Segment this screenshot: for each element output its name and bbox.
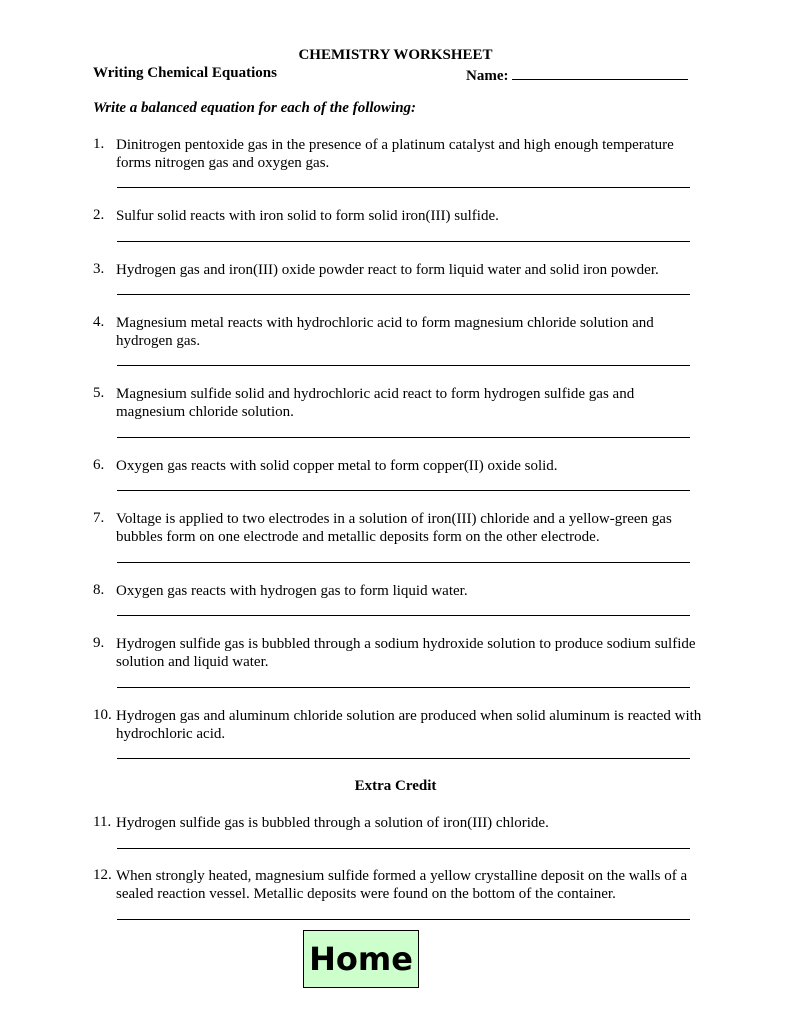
question-text: Hydrogen gas and iron(III) oxide powder react to form liquid water and solid iron powder.: [116, 262, 659, 278]
name-field: [466, 65, 688, 85]
answer-line-7: [117, 562, 690, 563]
question-text: Oxygen gas reacts with solid copper metal to form copper(II) oxide solid.: [116, 458, 558, 474]
question-number: 6.: [93, 457, 105, 473]
answer-line-12: [117, 919, 690, 920]
name-blank-line: [512, 65, 688, 80]
answer-line-8: [117, 615, 690, 616]
question-number: 5.: [93, 385, 105, 401]
question-number: 3.: [93, 261, 105, 277]
question-2: [93, 207, 703, 225]
question-4: [93, 314, 703, 350]
question-text: Hydrogen gas and aluminum chloride solution are produced when solid aluminum is reacted with hydrochloric acid.: [116, 708, 702, 742]
question-11: [93, 814, 703, 832]
question-text: Dinitrogen pentoxide gas in the presence of a platinum catalyst and high enough temperature forms nitrogen gas and oxygen gas.: [116, 137, 674, 171]
question-text: Sulfur solid reacts with iron solid to form solid iron(III) sulfide.: [116, 208, 499, 224]
question-9: [93, 635, 703, 671]
question-12: [93, 867, 703, 903]
question-10: [93, 707, 703, 743]
question-number: 7.: [93, 510, 105, 526]
question-text: Hydrogen sulfide gas is bubbled through a solution of iron(III) chloride.: [116, 815, 549, 831]
question-text: Magnesium metal reacts with hydrochloric acid to form magnesium chloride solution and hydrogen gas.: [116, 315, 654, 349]
question-8: [93, 582, 703, 600]
answer-line-9: [117, 687, 690, 688]
question-3: [93, 261, 703, 279]
question-number: 10.: [93, 707, 112, 723]
question-number: 9.: [93, 635, 105, 651]
answer-line-5: [117, 437, 690, 438]
answer-line-6: [117, 490, 690, 491]
extra-credit-heading: Extra Credit: [354, 778, 437, 794]
question-6: [93, 457, 703, 475]
question-number: 1.: [93, 136, 105, 152]
question-5: [93, 385, 703, 421]
answer-line-2: [117, 241, 690, 242]
question-text: Magnesium sulfide solid and hydrochloric acid react to form hydrogen sulfide gas and magnesium chloride solution.: [116, 386, 635, 420]
worksheet-subtitle: Writing Chemical Equations: [93, 65, 277, 81]
name-label: Name:: [466, 68, 509, 84]
question-text: Oxygen gas reacts with hydrogen gas to form liquid water.: [116, 583, 468, 599]
answer-line-10: [117, 758, 690, 759]
question-text: Hydrogen sulfide gas is bubbled through a sodium hydroxide solution to produce sodium sulfide solution and liquid water.: [116, 636, 696, 670]
question-number: 8.: [93, 582, 105, 598]
question-1: [93, 136, 703, 172]
question-text: Voltage is applied to two electrodes in a solution of iron(III) chloride and a yellow-green gas bubbles form on one electrode and metallic deposits form on the other electrode.: [116, 511, 672, 545]
question-number: 2.: [93, 207, 105, 223]
question-text: When strongly heated, magnesium sulfide formed a yellow crystalline deposit on the walls of a sealed reaction vessel. Metallic deposits were found on the bottom of the container.: [116, 868, 688, 902]
answer-line-1: [117, 187, 690, 188]
question-7: [93, 510, 703, 546]
home-button[interactable]: Home: [303, 930, 419, 988]
instructions: Write a balanced equation for each of the following:: [93, 100, 417, 116]
answer-line-3: [117, 294, 690, 295]
question-number: 4.: [93, 314, 105, 330]
question-number: 11.: [93, 814, 112, 830]
answer-line-4: [117, 365, 690, 366]
question-number: 12.: [93, 867, 112, 883]
answer-line-11: [117, 848, 690, 849]
worksheet-title: CHEMISTRY WORKSHEET: [298, 47, 493, 63]
